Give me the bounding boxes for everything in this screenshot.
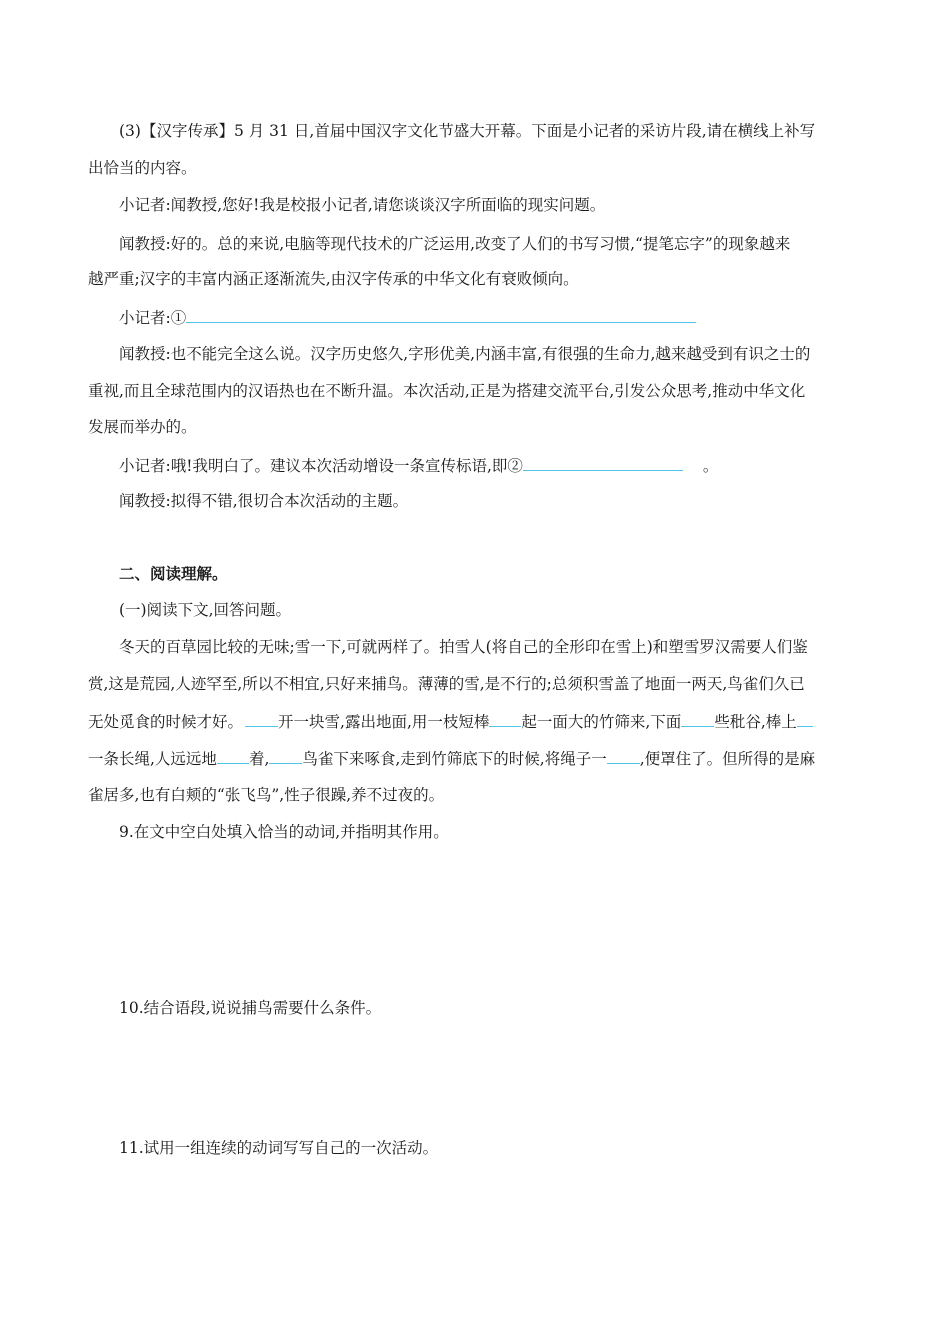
fill-blank[interactable] (607, 747, 640, 764)
passage-segment: 起一面大的竹筛来,下面 (521, 713, 682, 731)
q3-text-line2: 出恰当的内容。 (88, 159, 197, 177)
fill-blank[interactable] (489, 710, 521, 727)
question-10: 10.结合语段,说说捕鸟需要什么条件。 (119, 999, 382, 1017)
passage-segment: 无处觅食的时候才好。 (88, 713, 244, 731)
passage-line-2: 赏,这是荒园,人迹罕至,所以不相宜,只好来捕鸟。薄薄的雪,是不行的;总须积雪盖了地面一两天,鸟雀们久已 (88, 675, 805, 693)
reporter-line-1: 小记者:闻教授,您好!我是校报小记者,请您谈谈汉字所面临的现实问题。 (119, 196, 606, 214)
professor-line-3: 闻教授:拟得不错,很切合本次活动的主题。 (119, 492, 409, 510)
section-heading: 二、阅读理解。 (119, 564, 228, 583)
passage-segment: 着, (248, 750, 270, 768)
fill-blank[interactable] (797, 710, 813, 727)
professor-line-2b: 重视,而且全球范围内的汉语热也在不断升温。本次活动,正是为搭建交流平台,引发公众思考,推动中华文化 (88, 382, 806, 400)
fill-blank[interactable] (269, 747, 302, 764)
answer-blank-1[interactable] (186, 306, 696, 323)
professor-line-1a: 闻教授:好的。总的来说,电脑等现代技术的广泛运用,改变了人们的书写习惯,“提笔忘字”的现象越来 (119, 235, 791, 253)
question-11: 11.试用一组连续的动词写写自己的一次活动。 (119, 1139, 439, 1157)
passage-segment: 开一块雪,露出地面,用一枝短棒 (278, 713, 490, 731)
passage-segment: 些秕谷,棒上 (714, 713, 797, 731)
passage-segment: 鸟雀下来啄食,走到竹筛底下的时候,将绳子一 (302, 750, 607, 768)
passage-line-5: 雀居多,也有白颊的“张飞鸟”,性子很躁,养不过夜的。 (88, 786, 445, 804)
q3-text-line1: (3)【汉字传承】5 月 31 日,首届中国汉字文化节盛大开幕。下面是小记者的采访片段,请在横线上补写 (119, 122, 816, 140)
professor-line-2c: 发展而举办的。 (88, 418, 197, 436)
fill-blank[interactable] (681, 710, 714, 727)
fill-blank[interactable] (217, 747, 249, 764)
question-9: 9.在文中空白处填入恰当的动词,并指明其作用。 (119, 823, 449, 841)
passage-line-4 (88, 747, 815, 770)
reporter-prompt-2: 小记者:哦!我明白了。建议本次活动增设一条宣传标语,即② (119, 457, 523, 475)
reading-instruction: (一)阅读下文,回答问题。 (119, 601, 292, 619)
passage-line-3 (88, 710, 813, 733)
professor-line-1b: 越严重;汉字的丰富内涵正逐渐流失,由汉字传承的中华文化有衰败倾向。 (88, 270, 579, 288)
reporter-prompt-1: 小记者:① (119, 309, 187, 327)
fill-blank[interactable] (245, 710, 278, 727)
reporter-line-2 (119, 306, 696, 329)
passage-segment: ,便罩住了。但所得的是麻 (639, 750, 816, 768)
answer-blank-2[interactable] (523, 454, 683, 471)
reporter-line-3-end: 。 (702, 457, 719, 475)
reporter-line-3 (119, 454, 718, 477)
professor-line-2a: 闻教授:也不能完全这么说。汉字历史悠久,字形优美,内涵丰富,有很强的生命力,越来越受到有识之士的 (119, 345, 811, 363)
passage-line-1: 冬天的百草园比较的无味;雪一下,可就两样了。拍雪人(将自己的全形印在雪上)和塑雪罗汉需要人们鉴 (119, 638, 808, 656)
passage-segment: 一条长绳,人远远地 (88, 750, 217, 768)
